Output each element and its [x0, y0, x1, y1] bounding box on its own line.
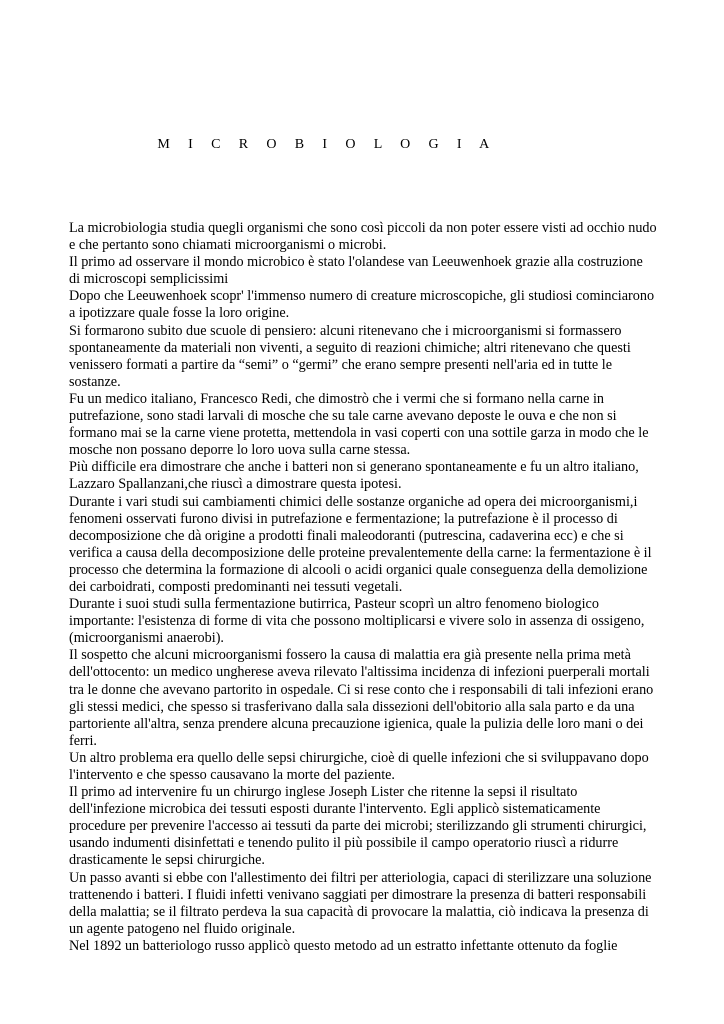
paragraph: Si formarono subito due scuole di pensiero: alcuni ritenevano che i microorganismi si formassero spontaneamente da materiali non viventi, a seguito di reazioni chimiche; altri ritenevano che questi venissero formati a partire da “semi” o “germi” che erano sempre presenti nell'aria ed in tutte le sostanze. — [69, 322, 631, 390]
paragraph: Durante i vari studi sui cambiamenti chimici delle sostanze organiche ad opera dei microorganismi,i fenomeni osservati furono divisi in putrefazione e fermentazione; la putrefazione è il processo di decomposizione che dà origine a prodotti finali maleodoranti (putrescina, cadaverina ecc) e che si verifica a causa della decomposizione delle proteine prevalentemente della carne: la fermentazione è il processo che determina la formazione di alcooli o acidi organici quale conseguenza della demolizione dei carboidrati, composti predominanti nei tessuti vegetali. — [69, 493, 652, 595]
paragraph: Il primo ad osservare il mondo microbico è stato l'olandese van Leeuwenhoek grazie alla costruzione di microscopi semplicissimi — [69, 254, 643, 288]
paragraph: La microbiologia studia quegli organismi che sono così piccoli da non poter essere visti ad occhio nudo e che pertanto sono chiamati microorganismi o microbi. — [69, 220, 657, 254]
paragraph: Il primo ad intervenire fu un chirurgo inglese Joseph Lister che ritenne la sepsi il risultato dell'infezione microbica dei tessuti esposti durante l'intervento. Egli applicò sistematicamente procedure per prevenire l'accesso ai tessuti da parte dei microbi; sterilizzando gli strumenti chirurgici, usando indumenti disinfettati e tenendo pulito il più possibile il campo operatorio riuscì a ridurre drasticamente le sepsi chirurgiche. — [69, 784, 647, 869]
paragraph: Un altro problema era quello delle sepsi chirurgiche, cioè di quelle infezioni che si sviluppavano dopo l'intervento e che spesso causavano la morte del paziente. — [69, 749, 649, 783]
paragraph: Nel 1892 un batteriologo russo applicò questo metodo ad un estratto infettante ottenuto da foglie — [69, 937, 618, 954]
document-body — [69, 220, 657, 955]
paragraph: Il sospetto che alcuni microorganismi fossero la causa di malattia era già presente nella prima metà dell'ottocento: un medico ungherese aveva rilevato l'altissima incidenza di infezioni puerperali mortali tra le donne che avevano partorito in ospedale. Ci si rese conto che i responsabili di tali infezioni erano gli stessi medici, che spesso si trasferivano dalla sala dissezioni dell'obitorio alla sala parto e da una partoriente all'altra, senza prendere alcuna precauzione igienica, quale la pulizia delle loro mani o dei ferri. — [69, 647, 654, 749]
paragraph: Durante i suoi studi sulla fermentazione butirrica, Pasteur scoprì un altro fenomeno biologico importante: l'esistenza di forme di vita che possono moltiplicarsi e vivere solo in assenza di ossigeno, (microorganismi anaerobi). — [69, 596, 645, 647]
paragraph: Più difficile era dimostrare che anche i batteri non si generano spontaneamente e fu un altro italiano, Lazzaro Spallanzani,che riuscì a dimostrare questa ipotesi. — [69, 459, 639, 493]
document-title: M I C R O B I O L O G I A — [157, 137, 497, 152]
paragraph: Dopo che Leeuwenhoek scopr' l'immenso numero di creature microscopiche, gli studiosi cominciarono a ipotizzare quale fosse la loro origine. — [69, 288, 655, 322]
paragraph: Fu un medico italiano, Francesco Redi, che dimostrò che i vermi che si formano nella carne in putrefazione, sono stadi larvali di mosche che su tale carne avevano deposte le ouva e che non si formano mai se la carne viene protetta, mettendola in vasi coperti con una sottile garza in modo che le mosche non possano deporre lo loro uova sulla carne stessa. — [69, 390, 649, 459]
paragraph: Un passo avanti si ebbe con l'allestimento dei filtri per atteriologia, capaci di sterilizzare una soluzione trattenendo i batteri. I fluidi infetti venivano saggiati per dimostrare la presenza di batteri responsabili della malattia; se il filtrato perdeva la sua capacità di provocare la malattia, ciò indicava la presenza di un agente patogeno nel fluido originale. — [69, 869, 652, 937]
